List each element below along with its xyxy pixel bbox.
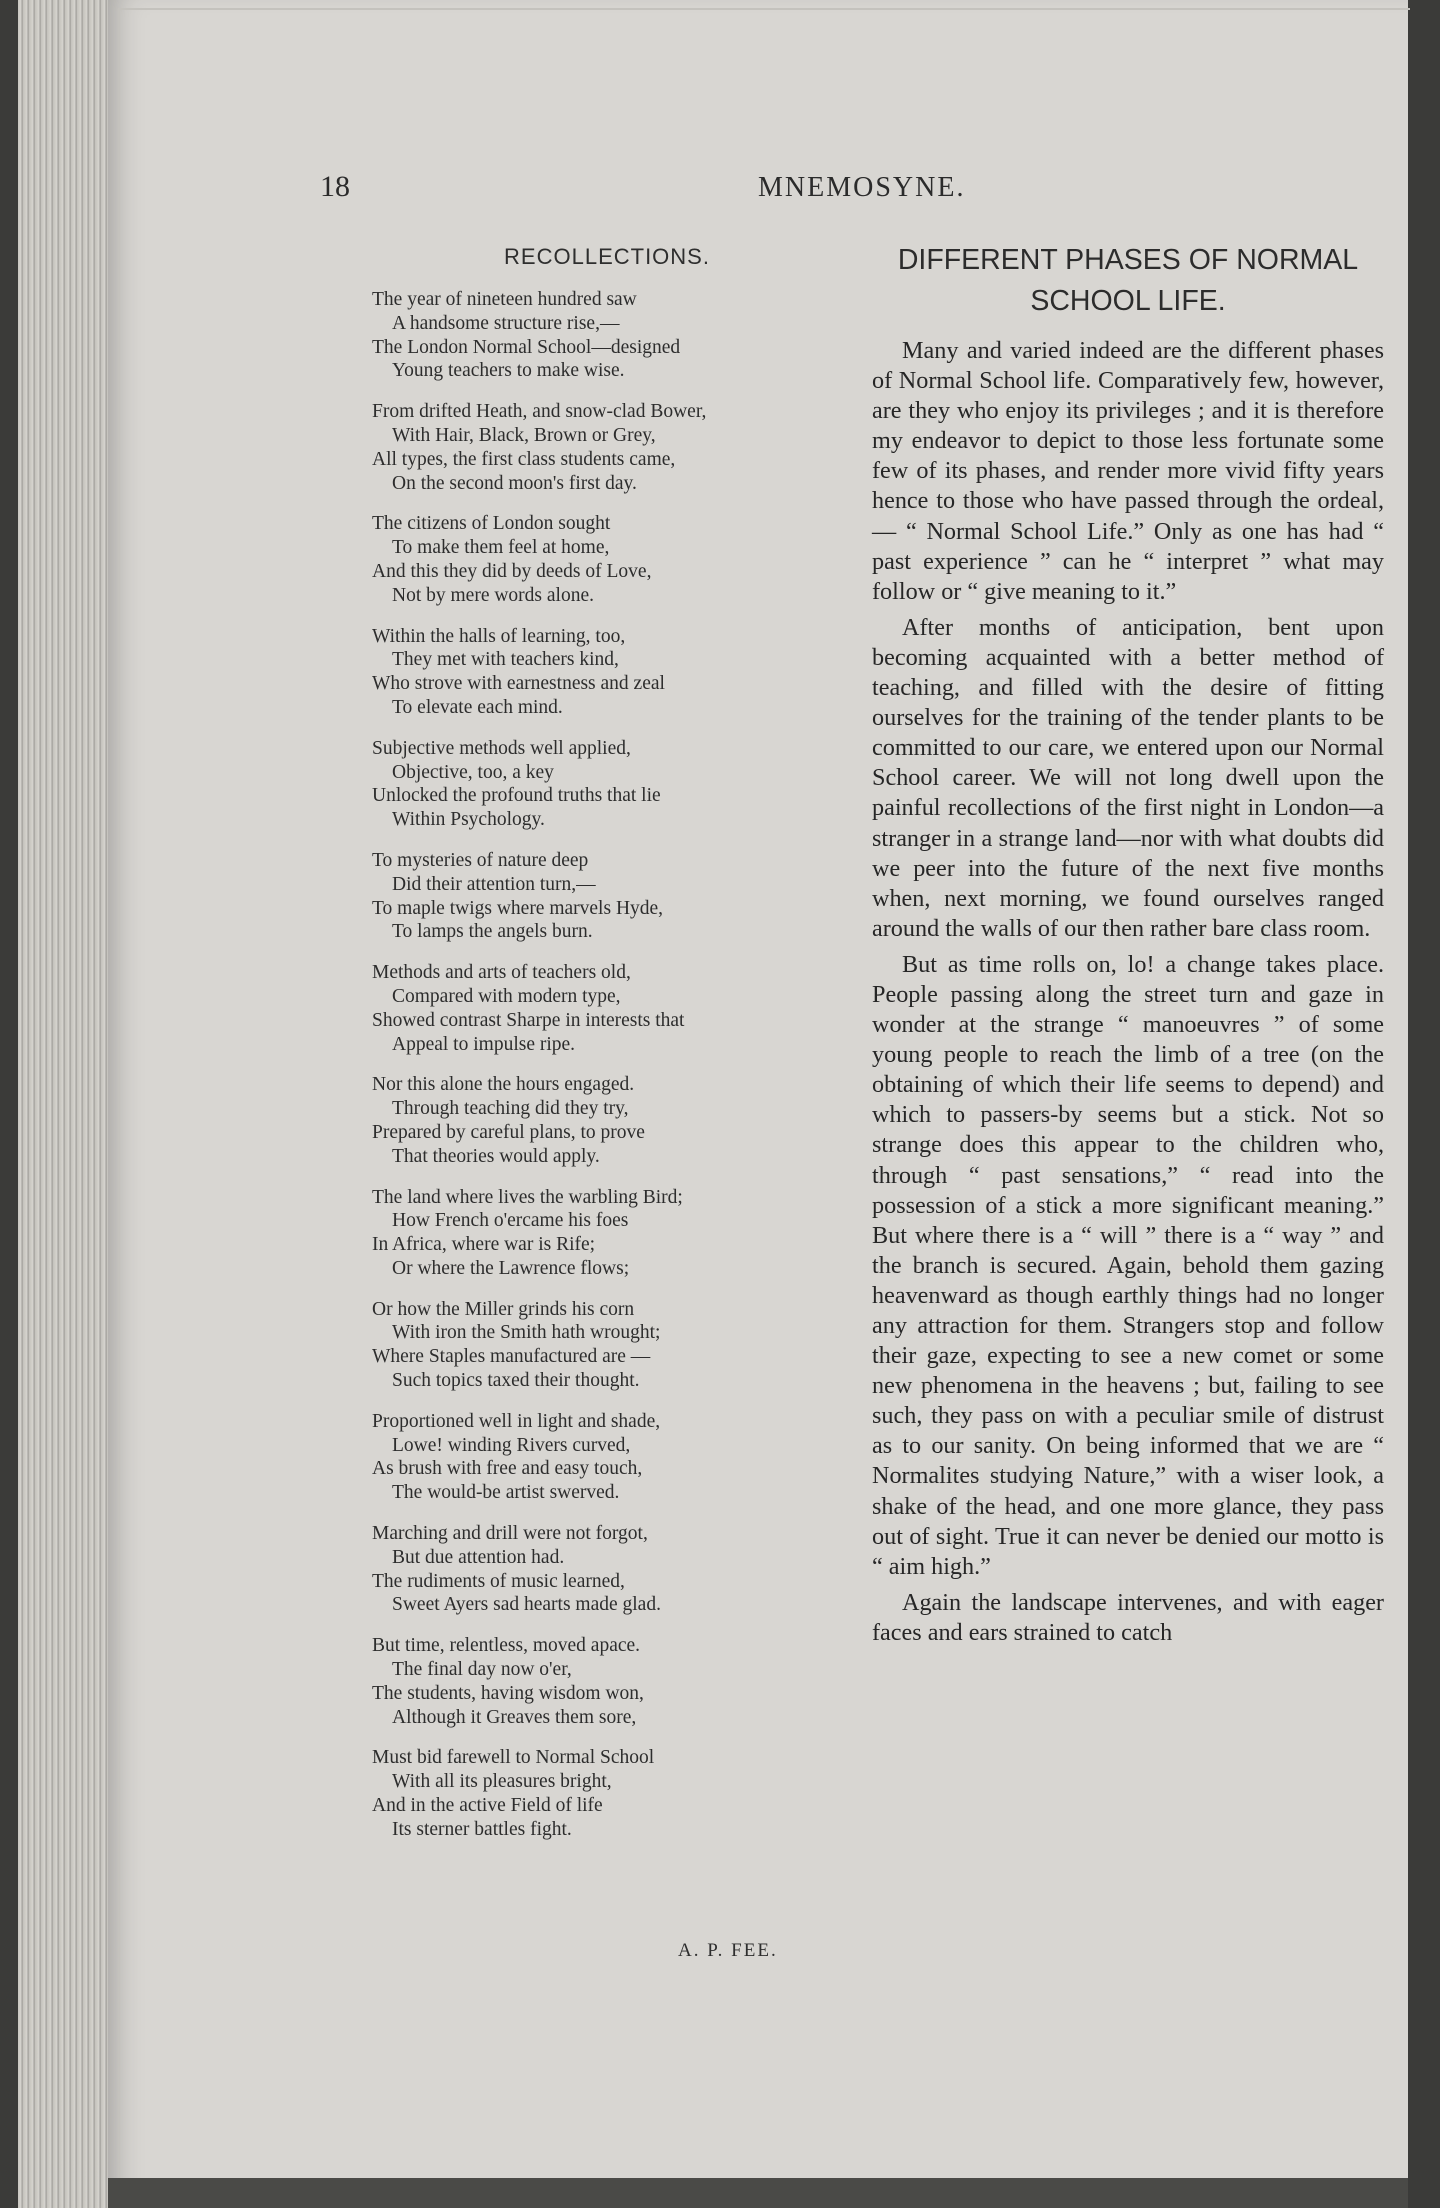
poem-stanza: [372, 1522, 842, 1617]
book-page-edges: [18, 0, 120, 2208]
poem-line: Such topics taxed their thought.: [392, 1370, 640, 1392]
article-paragraph: Again the landscape intervenes, and with eager faces and ears strained to catch: [872, 1588, 1384, 1646]
poem-stanza: [372, 625, 842, 720]
poem-line: Within the halls of learning, too,: [372, 625, 626, 647]
poem-stanza: [372, 1634, 842, 1729]
poem-line: Showed contrast Sharpe in interests that: [372, 1009, 685, 1031]
poem-line: With all its pleasures bright,: [392, 1771, 612, 1793]
poem-line: Although it Greaves them sore,: [392, 1706, 637, 1728]
poem-line: A handsome structure rise,—: [392, 312, 620, 334]
poem-line: The final day now o'er,: [392, 1659, 572, 1681]
poem-line: Prepared by careful plans, to prove: [372, 1121, 645, 1143]
poem-title: RECOLLECTIONS.: [504, 244, 710, 269]
bottom-margin-shadow: [108, 2178, 1408, 2208]
poem-signature: A. P. FEE.: [678, 1940, 778, 1961]
poem-line: Through teaching did they try,: [392, 1098, 629, 1120]
poem-stanza: [372, 400, 842, 495]
poem-line: How French o'ercame his foes: [392, 1210, 629, 1232]
poem-line: The rudiments of music learned,: [372, 1570, 625, 1592]
poem-line: In Africa, where war is Rife;: [372, 1234, 596, 1256]
page-number: 18: [320, 170, 350, 203]
poem-stanza: [372, 1073, 842, 1168]
poem-line: And in the active Field of life: [372, 1795, 603, 1817]
poem-line: Or how the Miller grinds his corn: [372, 1298, 635, 1320]
poem-line: The citizens of London sought: [372, 513, 611, 535]
poem-stanza: [372, 1410, 842, 1505]
poem-line: But due attention had.: [392, 1546, 565, 1568]
poem-line: Its sterner battles fight.: [392, 1818, 572, 1840]
poem-line: Not by mere words alone.: [392, 584, 594, 606]
poem-stanza: [372, 1186, 842, 1281]
poem-line: They met with teachers kind,: [392, 649, 619, 671]
poem-stanza: [372, 737, 842, 832]
poem-line: To mysteries of nature deep: [372, 849, 589, 871]
poem-line: Sweet Ayers sad hearts made glad.: [392, 1594, 661, 1616]
page-header: [320, 170, 1420, 210]
poem-stanza: [372, 512, 842, 607]
poem-line: Subjective methods well applied,: [372, 737, 631, 759]
poem-line: On the second moon's first day.: [392, 472, 637, 494]
poem-line: Lowe! winding Rivers curved,: [392, 1434, 631, 1456]
poem-line: Compared with modern type,: [392, 985, 621, 1007]
poem-stanza: [372, 288, 842, 383]
poem-line: To lamps the angels burn.: [392, 921, 593, 943]
poem-line: Or where the Lawrence flows;: [392, 1257, 630, 1279]
poem-stanza: [372, 961, 842, 1056]
poem-line: To make them feel at home,: [392, 537, 610, 559]
article-column: [872, 240, 1384, 1654]
poem-line: The students, having wisdom won,: [372, 1682, 644, 1704]
poem-line: Appeal to impulse ripe.: [392, 1033, 576, 1055]
poem-line: The would-be artist swerved.: [392, 1482, 620, 1504]
poem-line: Objective, too, a key: [392, 761, 554, 783]
poem-line: Did their attention turn,—: [392, 873, 596, 895]
article-paragraph: After months of anticipation, bent upon becoming acquainted with a better method of teaching, and filled with the desire of fitting ourselves for the training of the tender plants to be committed to our care, we entered upon our Normal School career. We will not long dwell upon the painful recollections of the first night in London—a stranger in a strange land—nor with what doubts did we peer into the future of the next five months when, next morning, we found ourselves ranged around the walls of our then rather bare class room.: [872, 613, 1384, 942]
poem-line: With iron the Smith hath wrought;: [392, 1322, 661, 1344]
poem-line: The year of nineteen hundred saw: [372, 289, 637, 310]
running-head: MNEMOSYNE.: [758, 172, 966, 203]
poem-line: And this they did by deeds of Love,: [372, 560, 652, 582]
poem-line: Young teachers to make wise.: [392, 360, 625, 382]
poem-line: That theories would apply.: [392, 1145, 600, 1167]
poem-stanza: [372, 1298, 842, 1393]
poem-line: To elevate each mind.: [392, 696, 563, 718]
poem-line: Where Staples manufactured are —: [372, 1346, 651, 1368]
poem-line: But time, relentless, moved apace.: [372, 1635, 641, 1657]
article-title-line-1: DIFFERENT PHASES OF NORMAL: [897, 244, 1359, 276]
poem-line: To maple twigs where marvels Hyde,: [372, 897, 664, 919]
poem-stanza: [372, 1746, 842, 1841]
article-paragraph: Many and varied indeed are the different phases of Normal School life. Comparatively few, however, are they who enjoy its privileges ; and it is therefore my endeavor to depict to those less fortunate some few of its phases, and render more vivid fifty years hence to those who have passed through the ordeal, — “ Normal School Life.” Only as one has had “ past experience ” can he “ interpret ” what may follow or “ give meaning to it.”: [872, 337, 1384, 605]
article-title-line-2: SCHOOL LIFE.: [1030, 285, 1226, 317]
poem-line: Proportioned well in light and shade,: [372, 1410, 661, 1432]
poem-line: Nor this alone the hours engaged.: [372, 1074, 635, 1096]
poem-line: From drifted Heath, and snow-clad Bower,: [372, 401, 707, 423]
article-title: [872, 240, 1384, 322]
poem-line: Marching and drill were not forgot,: [372, 1523, 648, 1545]
poem-line: Who strove with earnestness and zeal: [372, 673, 665, 695]
poem-column: [372, 244, 842, 1859]
poem-line: As brush with free and easy touch,: [372, 1458, 643, 1480]
poem-line: Within Psychology.: [392, 809, 545, 831]
poem-line: All types, the first class students came,: [372, 448, 676, 470]
poem-line: Unlocked the profound truths that lie: [372, 785, 661, 807]
poem-line: The London Normal School—designed: [372, 336, 681, 358]
poem-line: Must bid farewell to Normal School: [372, 1747, 655, 1769]
poem-line: With Hair, Black, Brown or Grey,: [392, 424, 656, 446]
poem-line: The land where lives the warbling Bird;: [372, 1186, 683, 1208]
article-paragraph: But as time rolls on, lo! a change takes place. People passing along the street turn and gaze in wonder at the strange “ manoeuvres ” of some young people to reach the limb of a tree (on the obtaining of which their life seems to depend) and which to passers-by seems but a stick. Not so strange does this appear to the children who, through “ past sensations,” “ read into the possession of a stick a more significant meaning.” But where there is a “ will ” there is a “ way ” and the branch is secured. Again, behold them gazing heavenward as though earthly things had no longer any attraction for them. Strangers stop and follow their gaze, expecting to see a new comet or some new phenomena in the heavens ; but, failing to see such, they pass on with a peculiar smile of distrust as to our sanity. On being informed that we are “ Normalites studying Nature,” with a wiser look, a shake of the head, and one more glance, they pass out of sight. True it can never be denied our motto is “ aim high.”: [872, 950, 1384, 1580]
poem-stanza: [372, 849, 842, 944]
poem-line: Methods and arts of teachers old,: [372, 962, 631, 984]
